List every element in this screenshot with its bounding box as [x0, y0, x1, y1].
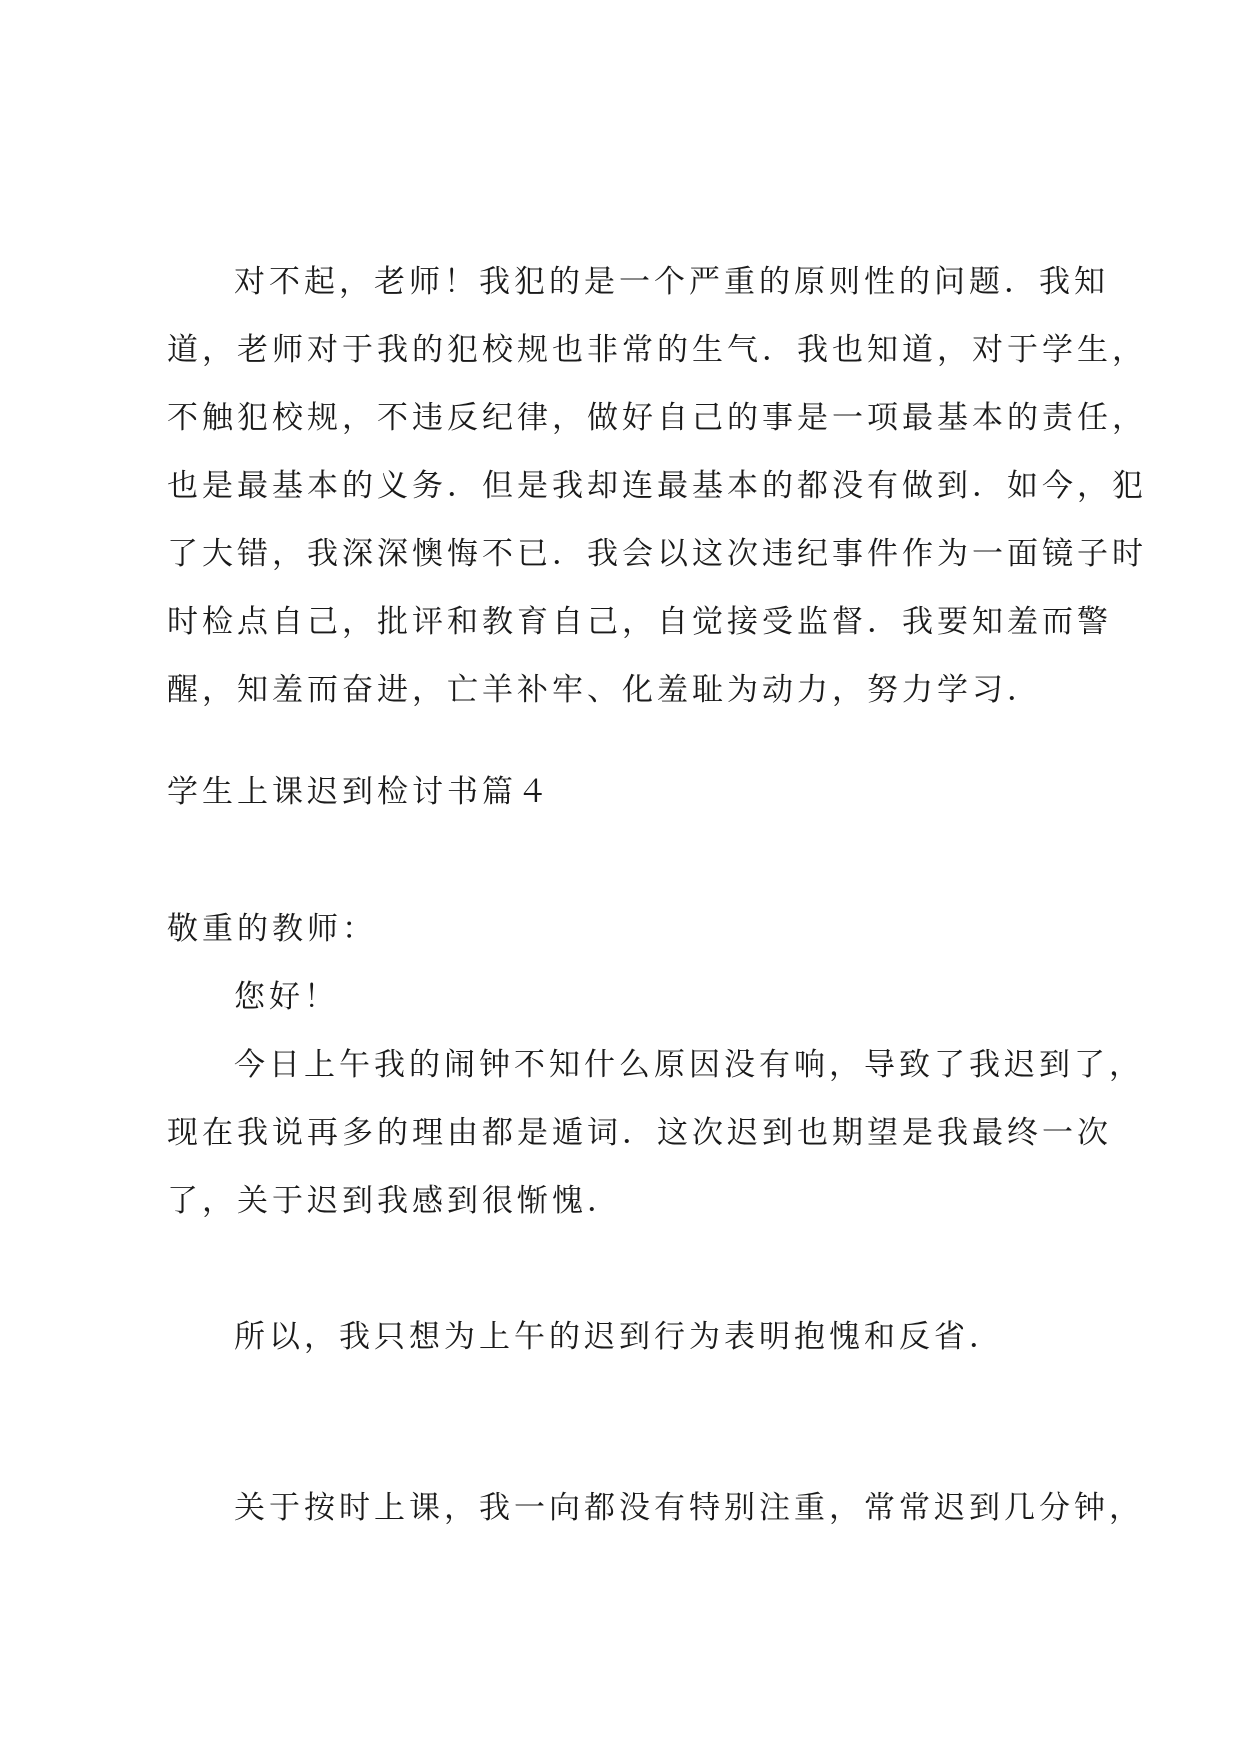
paragraph-line: 时检点自己，批评和教育自己，自觉接受监督．我要知羞而警	[167, 604, 1112, 640]
paragraph-line: 对不起，老师！我犯的是一个严重的原则性的问题．我知	[234, 264, 1109, 300]
greeting: 您好！	[234, 979, 339, 1015]
letter-opening	[167, 895, 1107, 1031]
punctuality-paragraph	[167, 1474, 1144, 1542]
section-title-block	[167, 758, 1107, 826]
paragraph-line: 不触犯校规，不违反纪律，做好自己的事是一项最基本的责任，	[167, 400, 1147, 436]
late-reason-paragraph	[167, 1031, 1144, 1235]
paragraph-line: 也是最基本的义务．但是我却连最基本的都没有做到．如今，犯	[167, 468, 1147, 504]
paragraph-line: 醒，知羞而奋进，亡羊补牢、化羞耻为动力，努力学习．	[167, 672, 1042, 708]
paragraph-line: 所以，我只想为上午的迟到行为表明抱愧和反省．	[234, 1319, 1004, 1355]
paragraph-line: 关于按时上课，我一向都没有特别注重，常常迟到几分钟，	[234, 1490, 1144, 1526]
paragraph-line: 今日上午我的闹钟不知什么原因没有响，导致了我迟到了，	[234, 1047, 1144, 1083]
paragraph-line: 了大错，我深深懊悔不已．我会以这次违纪事件作为一面镜子时	[167, 536, 1147, 572]
paragraph-line: 了，关于迟到我感到很惭愧．	[167, 1183, 622, 1219]
paragraph-line: 道，老师对于我的犯校规也非常的生气．我也知道，对于学生，	[167, 332, 1147, 368]
apology-statement-paragraph	[167, 1303, 1107, 1371]
apology-paragraph	[167, 248, 1147, 724]
paragraph-line: 现在我说再多的理由都是遁词．这次迟到也期望是我最终一次	[167, 1115, 1112, 1151]
salutation: 敬重的教师：	[167, 911, 377, 947]
section-title: 学生上课迟到检讨书篇４	[167, 774, 552, 810]
